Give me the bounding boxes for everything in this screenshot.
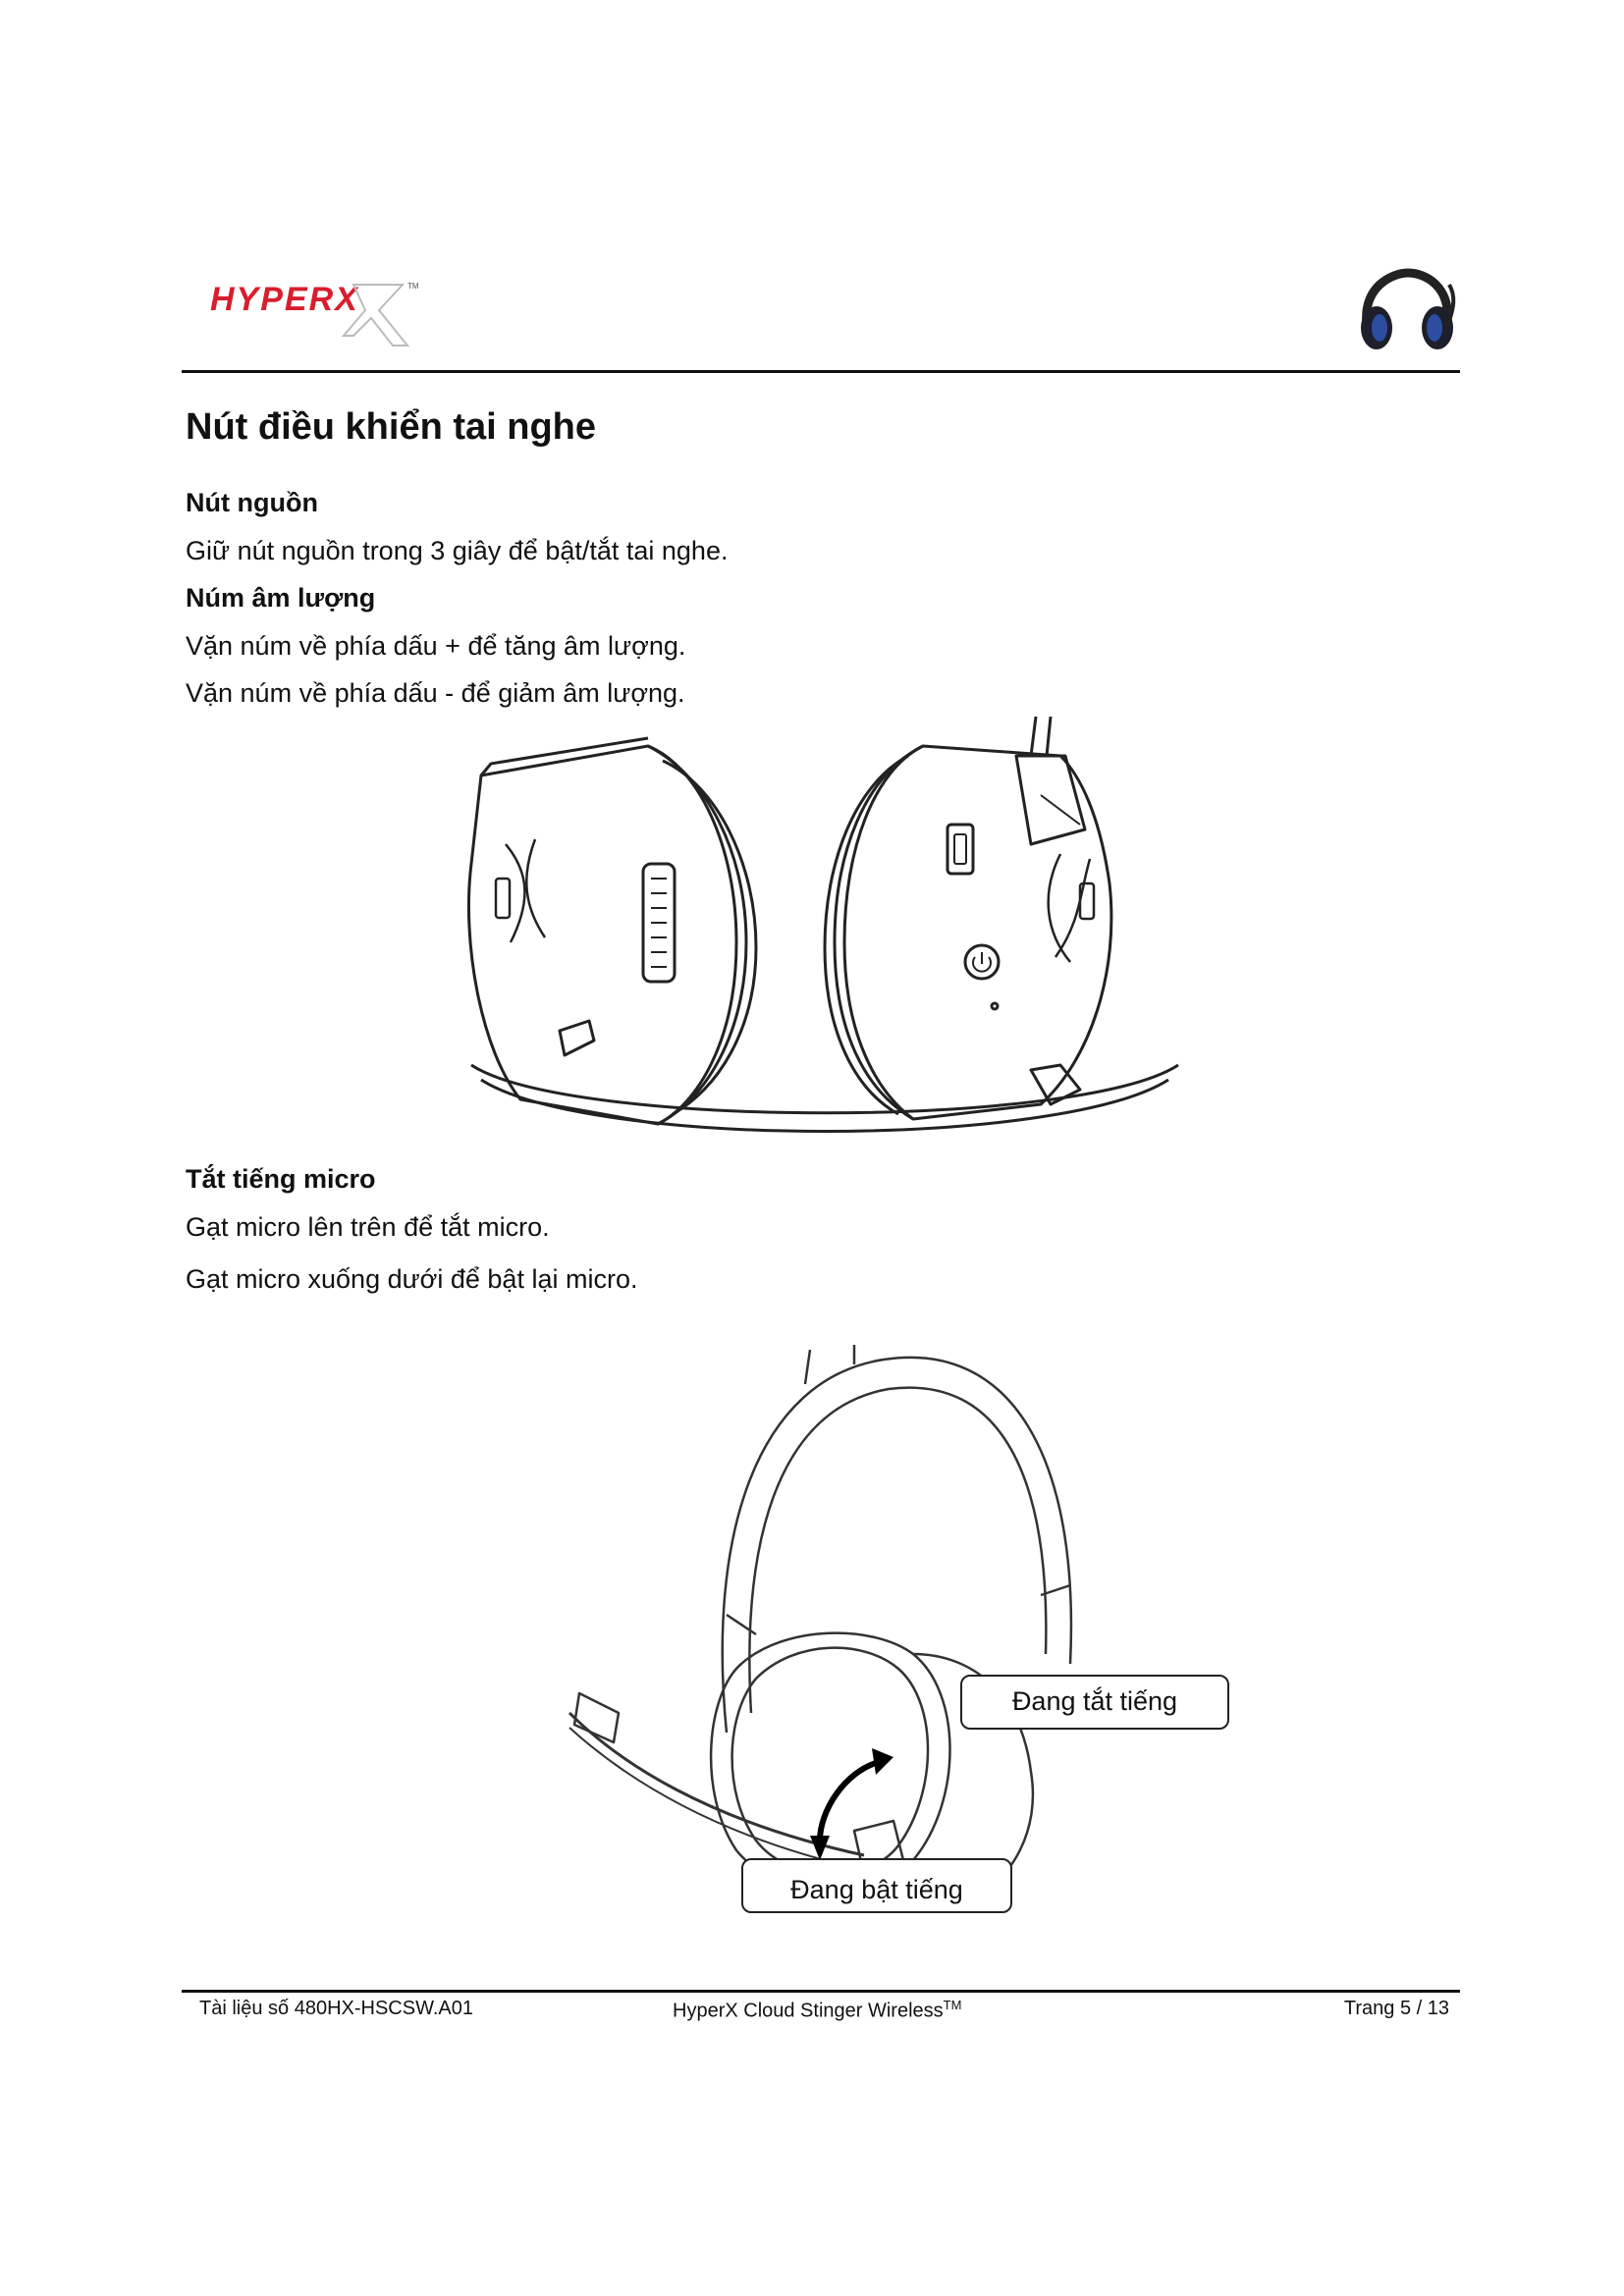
mic-mute-instruction: Gạt micro lên trên để tắt micro.: [186, 1212, 550, 1242]
earcup: [711, 1633, 949, 1891]
footer-doc-number: Tài liệu số 480HX-HSCSW.A01: [199, 1998, 474, 2019]
footer-product-tm: TM: [943, 1998, 962, 2012]
logo-tm: TM: [407, 282, 419, 291]
footer-product-name: HyperX Cloud Stinger Wireless: [673, 2000, 944, 2022]
header-divider: [182, 370, 1460, 373]
usb-port: [947, 825, 973, 874]
mic-unmute-instruction: Gạt micro xuống dưới để bật lại micro.: [186, 1264, 638, 1294]
section-heading-volume: Núm âm lượng: [186, 583, 376, 613]
headset-icon: [1353, 267, 1459, 355]
footer-divider: [182, 1990, 1460, 1993]
mic-mute-illustration: [560, 1340, 1227, 1939]
mic-rotation-arrow: [820, 1762, 879, 1841]
hyperx-logo: [206, 267, 432, 350]
section-heading-mic-mute: Tắt tiếng micro: [186, 1164, 376, 1194]
page-title: Nút điều khiển tai nghe: [186, 406, 597, 448]
headset-controls-illustration: [452, 717, 1198, 1158]
volume-instruction-down: Vặn núm về phía dấu - để giảm âm lượng.: [186, 678, 685, 708]
volume-instruction-up: Vặn núm về phía dấu + để tăng âm lượng.: [186, 631, 686, 661]
power-instruction: Giữ nút nguồn trong 3 giây để bật/tắt tai nghe.: [186, 536, 729, 565]
footer-page-number: Trang 5 / 13: [1343, 1998, 1449, 2019]
callout-muted: Đang tắt tiếng: [960, 1675, 1229, 1730]
callout-unmuted: Đang bật tiếng: [741, 1858, 1012, 1913]
footer-product: [673, 1998, 961, 2023]
section-heading-power: Nút nguồn: [186, 488, 318, 517]
logo-wordmark: HYPERX: [210, 281, 359, 318]
mic-boom: [1031, 717, 1051, 756]
